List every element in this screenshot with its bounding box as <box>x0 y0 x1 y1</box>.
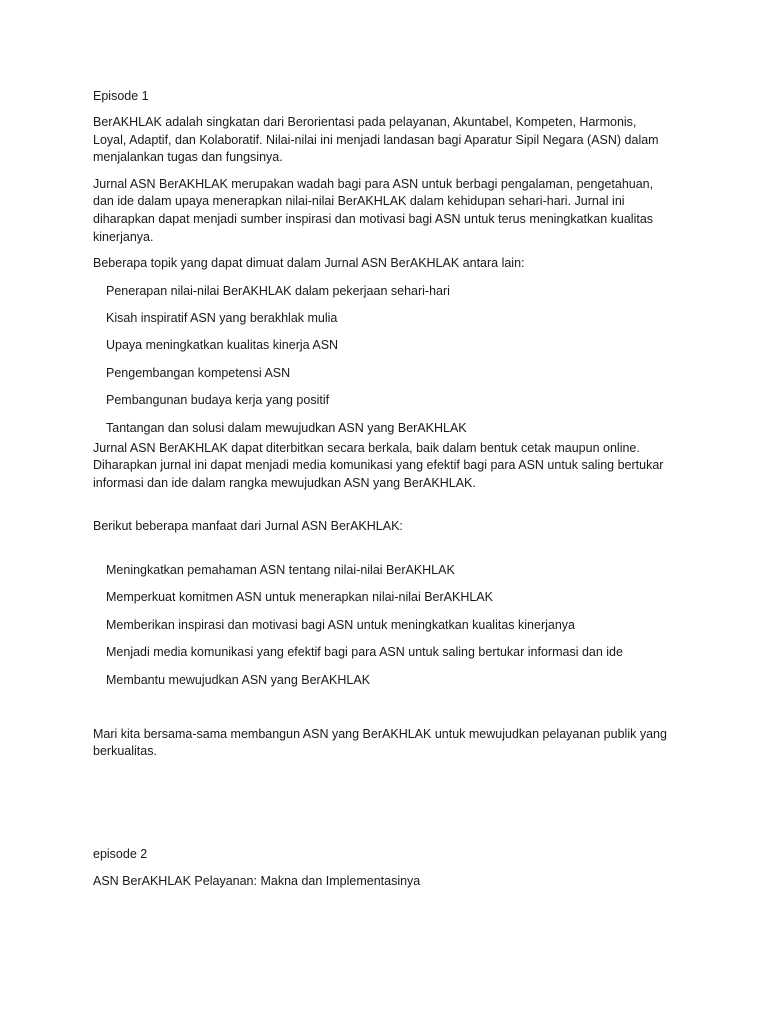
list-item: Meningkatkan pemahaman ASN tentang nilai-nilai BerAKHLAK <box>106 562 455 577</box>
berakhlak-definition-paragraph: BerAKHLAK adalah singkatan dari Berorientasi pada pelayanan, Akuntabel, Kompeten, Harmonis, Loyal, Adaptif, dan Kolaboratif. Nilai-nilai ini menjadi landasan bagi Aparatur Sipil Negara (ASN) dalam menjalankan tugas dan fungsinya. <box>93 115 659 165</box>
jurnal-description-paragraph: Jurnal ASN BerAKHLAK merupakan wadah bagi para ASN untuk berbagi pengalaman, pengetahuan, dan ide dalam upaya menerapkan nilai-nilai BerAKHLAK dalam kehidupan sehari-hari. Jurnal ini diharapkan dapat menjadi sumber inspirasi dan motivasi bagi ASN untuk terus meningkatkan kualitas kinerjanya. <box>93 176 654 244</box>
list-item: Menjadi media komunikasi yang efektif bagi para ASN untuk saling bertukar informasi dan ide <box>106 645 623 660</box>
episode-1-heading: Episode 1 <box>93 89 149 103</box>
topics-list <box>93 283 673 437</box>
document-page <box>93 88 673 890</box>
list-item: Memberikan inspirasi dan motivasi bagi ASN untuk meningkatkan kualitas kinerjanya <box>106 617 575 632</box>
closing-paragraph: Mari kita bersama-sama membangun ASN yang BerAKHLAK untuk mewujudkan pelayanan publik yang berkualitas. <box>93 726 667 759</box>
publication-paragraph: Jurnal ASN BerAKHLAK dapat diterbitkan secara berkala, baik dalam bentuk cetak maupun online. Diharapkan jurnal ini dapat menjadi media komunikasi yang efektif bagi para ASN untuk saling bertukar informasi dan ide dalam rangka mewujudkan ASN yang BerAKHLAK. <box>93 440 664 490</box>
episode-2-heading: episode 2 <box>93 846 148 861</box>
topics-intro: Beberapa topik yang dapat dimuat dalam Jurnal ASN BerAKHLAK antara lain: <box>93 256 525 271</box>
list-item: Upaya meningkatkan kualitas kinerja ASN <box>106 338 339 353</box>
list-item: Kisah inspiratif ASN yang berakhlak mulia <box>106 311 338 326</box>
list-item: Pembangunan budaya kerja yang positif <box>106 393 330 408</box>
benefits-intro: Berikut beberapa manfaat dari Jurnal ASN BerAKHLAK: <box>93 519 403 534</box>
list-item: Pengembangan kompetensi ASN <box>106 365 291 380</box>
benefits-list <box>93 562 673 689</box>
list-item: Membantu mewujudkan ASN yang BerAKHLAK <box>106 672 371 687</box>
list-item: Tantangan dan solusi dalam mewujudkan ASN yang BerAKHLAK <box>106 420 467 435</box>
episode-2-title: ASN BerAKHLAK Pelayanan: Makna dan Implementasinya <box>93 873 421 888</box>
list-item: Memperkuat komitmen ASN untuk menerapkan nilai-nilai BerAKHLAK <box>106 590 493 605</box>
list-item: Penerapan nilai-nilai BerAKHLAK dalam pekerjaan sehari-hari <box>106 283 450 298</box>
